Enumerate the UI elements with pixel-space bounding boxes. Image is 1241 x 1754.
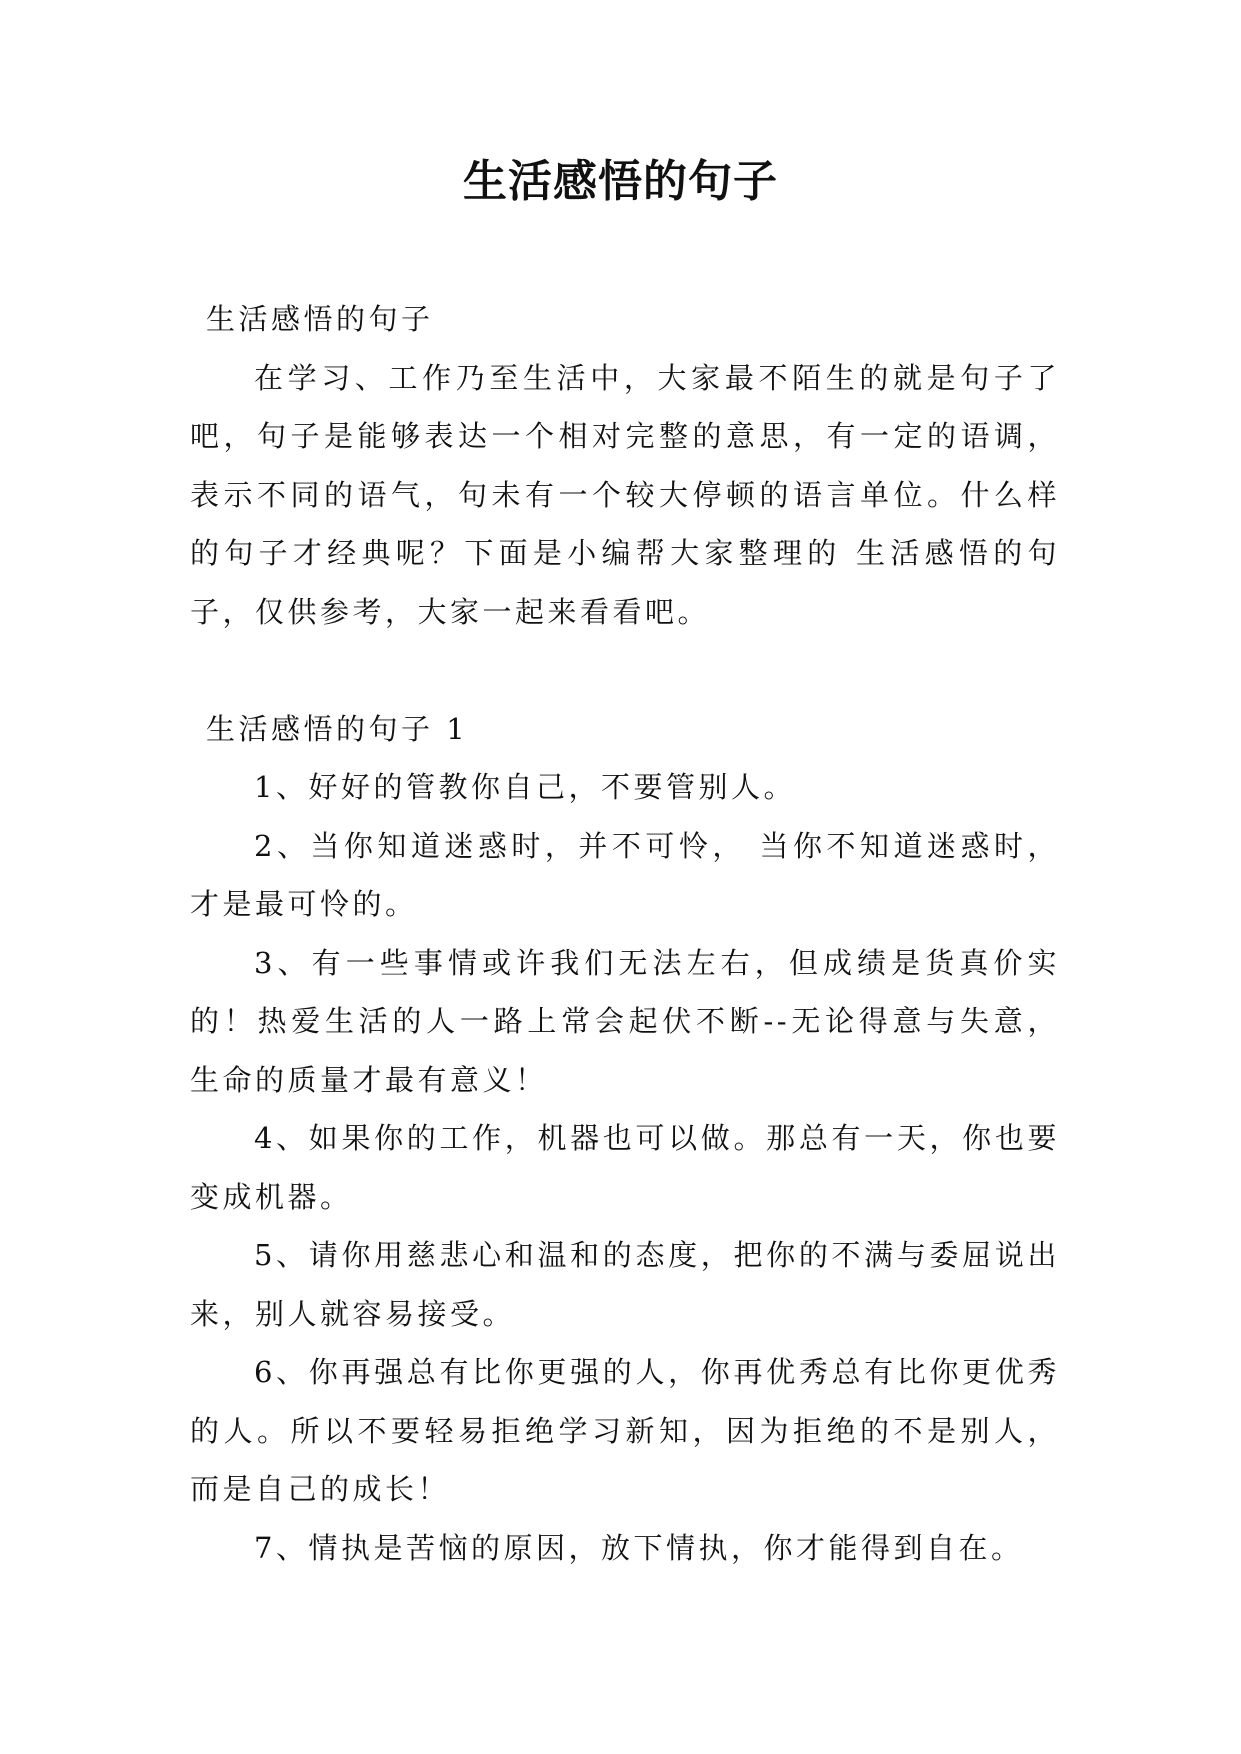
document-body (190, 290, 1060, 1577)
list-item: 1、好好的管教你自己，不要管别人。 (254, 770, 796, 804)
list-item: 6、你再强总有比你更强的人，你再优秀总有比你更优秀的人。所以不要轻易拒绝学习新知，因为拒绝的不是别人，而是自己的成长！ (190, 1355, 1060, 1506)
document-subtitle: 生活感悟的句子 (206, 302, 434, 336)
paragraph-spacer (190, 641, 1060, 700)
intro-paragraph: 在学习、工作乃至生活中，大家最不陌生的就是句子了吧，句子是能够表达一个相对完整的意思，有一定的语调，表示不同的语气，句未有一个较大停顿的语言单位。什么样的句子才经典呢？下面是小编帮大家整理的 生活感悟的句子，仅供参考，大家一起来看看吧。 (190, 360, 1060, 629)
section-heading: 生活感悟的句子 1 (206, 711, 469, 746)
list-item: 2、当你知道迷惑时，并不可怜， 当你不知道迷惑时，才是最可怜的。 (190, 828, 1060, 921)
list-item: 3、有一些事情或许我们无法左右，但成绩是货真价实的！热爱生活的人一路上常会起伏不断--无论得意与失意，生命的质量才最有意义！ (190, 945, 1060, 1097)
document-title: 生活感悟的句子 (463, 156, 778, 207)
list-item: 7、情执是苦恼的原因，放下情执，你才能得到自在。 (254, 1530, 1024, 1565)
list-item: 4、如果你的工作，机器也可以做。那总有一天，你也要变成机器。 (190, 1121, 1060, 1214)
list-item: 5、请你用慈悲心和温和的态度，把你的不满与委屈说出来，别人就容易接受。 (190, 1238, 1060, 1331)
